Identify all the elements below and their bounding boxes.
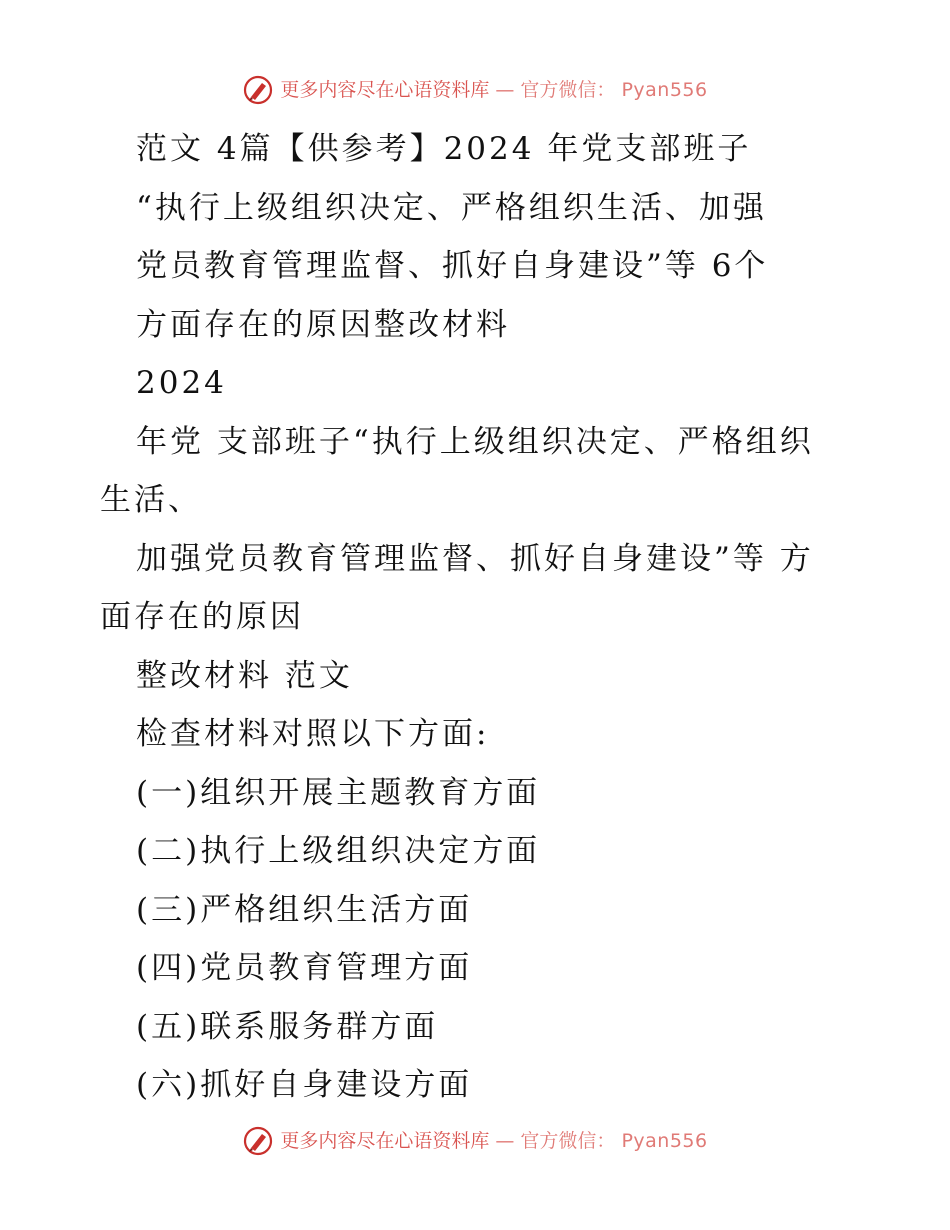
pen-logo-icon <box>242 1125 274 1157</box>
watermark-brand: 更多内容尽在心语资料库 <box>280 79 490 101</box>
text-line: 范文 4篇【供参考】2024 年党支部班子 <box>136 131 752 167</box>
text-line: (三)严格组织生活方面 <box>136 891 473 928</box>
text-line: (一)组织开展主题教育方面 <box>136 774 541 811</box>
text-line: 年党 支部班子“执行上级组织决定、严格组织 <box>136 423 814 460</box>
watermark-brand: 更多内容尽在心语资料库 <box>280 1130 490 1152</box>
watermark-dash: — <box>495 79 515 101</box>
header-watermark <box>0 72 950 108</box>
watermark-wechat-label: 官方微信： <box>520 79 616 101</box>
text-line: (二)执行上级组织决定方面 <box>136 833 541 869</box>
watermark-wechat-label: 官方微信： <box>520 1130 616 1152</box>
text-line: 2024 <box>136 365 227 401</box>
text-line: (五)联系服务群方面 <box>136 1008 439 1045</box>
watermark-wechat-id: Pyan556 <box>621 79 708 101</box>
text-line: 方面存在的原因整改材料 <box>136 306 510 343</box>
text-line: “执行上级组织决定、严格组织生活、加强 <box>136 189 767 226</box>
text-line: 生活、 <box>100 482 202 518</box>
text-line: 检查材料对照以下方面: <box>136 716 490 752</box>
watermark-dash: — <box>495 1130 515 1152</box>
text-line: 面存在的原因 <box>100 599 304 635</box>
text-line: (四)党员教育管理方面 <box>136 950 473 986</box>
footer-watermark <box>0 1123 950 1159</box>
text-line: 整改材料 范文 <box>136 657 353 694</box>
document-body <box>100 120 840 1115</box>
watermark-wechat-id: Pyan556 <box>621 1130 708 1152</box>
pen-logo-icon <box>242 74 274 106</box>
text-line: 加强党员教育管理监督、抓好自身建设”等 方 <box>136 540 814 577</box>
text-line: 党员教育管理监督、抓好自身建设”等 6个 <box>136 248 769 284</box>
text-line: (六)抓好自身建设方面 <box>136 1067 473 1103</box>
